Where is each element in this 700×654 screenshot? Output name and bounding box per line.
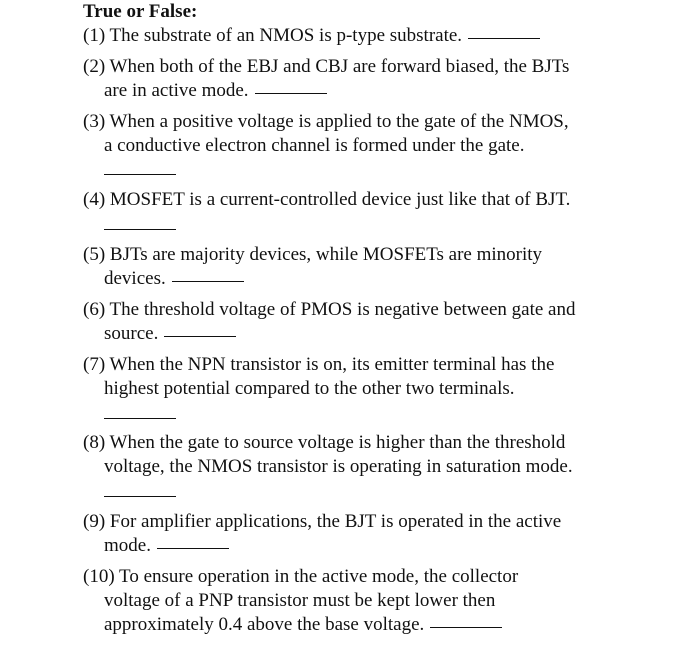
answer-blank-3[interactable] [104, 174, 176, 175]
question-6-text-line-2: source. [104, 323, 159, 344]
question-5-text-line-2: devices. [104, 268, 166, 289]
question-7-text-line-1: (7) When the NPN transistor is on, its emitter terminal has the [83, 354, 555, 375]
question-10-text-line-1: (10) To ensure operation in the active mode, the collector [83, 566, 519, 587]
answer-blank-1[interactable] [468, 37, 540, 39]
question-2-continuation [104, 79, 327, 103]
question-5-continuation [104, 267, 244, 291]
question-10-text-line-2: voltage of a PNP transistor must be kept lower then [104, 590, 496, 611]
answer-blank-2[interactable] [255, 92, 327, 94]
answer-blank-9[interactable] [157, 547, 229, 549]
question-7-text-line-2: highest potential compared to the other two terminals. [104, 378, 515, 399]
question-6-continuation [104, 322, 236, 346]
worksheet-title: True or False: [83, 1, 198, 22]
question-4-text: (4) MOSFET is a current-controlled device just like that of BJT. [83, 189, 571, 210]
answer-blank-6[interactable] [164, 335, 236, 337]
question-1-text: (1) The substrate of an NMOS is p-type substrate. [83, 25, 463, 46]
question-10 [83, 565, 518, 589]
answer-blank-10[interactable] [430, 626, 502, 628]
question-5-text-line-1: (5) BJTs are majority devices, while MOSFETs are minority [83, 244, 543, 265]
question-7 [83, 353, 554, 377]
answer-blank-5[interactable] [172, 280, 244, 282]
answer-blank-8[interactable] [104, 496, 176, 497]
question-4 [83, 188, 570, 212]
question-2-text-line-2: are in active mode. [104, 80, 249, 101]
question-1 [83, 24, 540, 48]
question-9-text-line-2: mode. [104, 535, 151, 556]
question-8 [83, 431, 565, 455]
answer-blank-4[interactable] [104, 229, 176, 230]
question-6 [83, 298, 575, 322]
question-8-continuation [104, 455, 573, 479]
question-9-continuation [104, 534, 229, 558]
question-7-continuation [104, 377, 515, 401]
question-9 [83, 510, 561, 534]
answer-blank-7[interactable] [104, 418, 176, 419]
question-3-text-line-2: a conductive electron channel is formed under the gate. [104, 135, 525, 156]
question-2-text-line-1: (2) When both of the EBJ and CBJ are forward biased, the BJTs [83, 56, 570, 77]
question-6-text-line-1: (6) The threshold voltage of PMOS is negative between gate and [83, 299, 576, 320]
question-5 [83, 243, 542, 267]
question-10-text-line-3: approximately 0.4 above the base voltage. [104, 614, 425, 635]
question-8-text-line-1: (8) When the gate to source voltage is higher than the threshold [83, 432, 566, 453]
question-2 [83, 55, 569, 79]
question-9-text-line-1: (9) For amplifier applications, the BJT is operated in the active [83, 511, 562, 532]
question-8-text-line-2: voltage, the NMOS transistor is operating in saturation mode. [104, 456, 573, 477]
question-3 [83, 110, 569, 134]
question-3-continuation [104, 134, 524, 158]
question-3-text-line-1: (3) When a positive voltage is applied to the gate of the NMOS, [83, 111, 569, 132]
question-10-continuation-2 [104, 613, 502, 637]
question-10-continuation-1 [104, 589, 495, 613]
